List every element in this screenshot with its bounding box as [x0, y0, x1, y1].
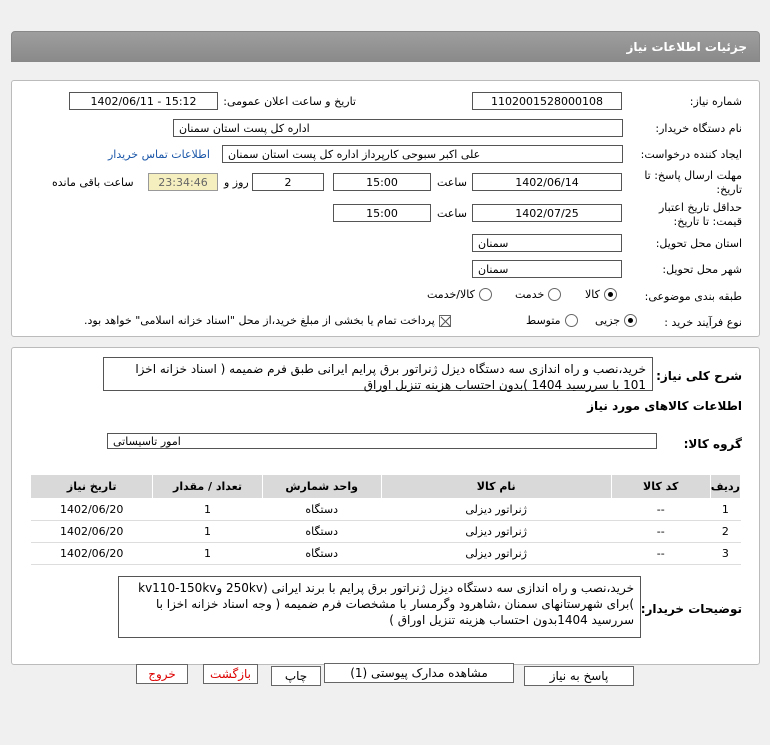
validity-time-label: ساعت — [437, 207, 467, 220]
radio-icon[interactable] — [565, 314, 578, 327]
page-header — [11, 31, 760, 62]
cell-unit: دستگاه — [262, 543, 381, 565]
process-option-medium[interactable] — [526, 314, 578, 327]
announce-field: 1402/06/11 - 15:12 — [69, 92, 218, 110]
deadline-label-line2: تاریخ: — [716, 183, 742, 196]
category-option-goods-label: کالا — [585, 288, 600, 301]
general-desc-field: خرید،نصب و راه اندازی سه دستگاه دیزل ژنراتور برق پرایم ایرانی طبق فرم ضمیمه ( اسناد خزانه اخزا 101 با سررسید 1404 )بدون احتساب هزینه تنزیل اوراق — [103, 357, 653, 391]
deadline-time-field: 15:00 — [333, 173, 431, 191]
process-option-minor-label: جزیی — [595, 314, 621, 327]
page-title: جزئیات اطلاعات نیاز — [626, 39, 747, 54]
cell-date: 1402/06/20 — [31, 499, 153, 521]
cell-row: 3 — [710, 543, 740, 565]
col-row: ردیف — [710, 475, 740, 499]
province-label: استان محل تحویل: — [655, 237, 742, 250]
radio-selected-icon[interactable] — [604, 288, 617, 301]
goods-table — [30, 474, 741, 565]
back-button[interactable]: بازگشت — [203, 664, 258, 684]
goods-group-field: امور تاسیساتی — [107, 433, 657, 449]
validity-time-field: 15:00 — [333, 204, 431, 222]
table-row — [31, 543, 741, 565]
process-option-medium-label: متوسط — [526, 314, 561, 327]
province-field: سمنان — [472, 234, 622, 252]
view-attachments-button[interactable]: مشاهده مدارک پیوستی (1) — [324, 663, 514, 683]
validity-label-line2: قیمت: تا تاریخ: — [673, 215, 742, 228]
validity-date-field: 1402/07/25 — [472, 204, 622, 222]
buyer-label: نام دستگاه خریدار: — [655, 122, 742, 135]
deadline-label-line1: مهلت ارسال پاسخ: تا — [644, 169, 742, 182]
category-option-both-label: کالا/خدمت — [427, 288, 475, 301]
reply-button[interactable]: پاسخ به نیاز — [524, 666, 634, 686]
table-row — [31, 499, 741, 521]
col-code: کد کالا — [611, 475, 710, 499]
cell-qty: 1 — [153, 499, 262, 521]
announce-label: تاریخ و ساعت اعلان عمومی: — [223, 95, 356, 108]
process-label: نوع فرآیند خرید : — [664, 316, 742, 329]
col-unit: واحد شمارش — [262, 475, 381, 499]
creator-label: ایجاد کننده درخواست: — [640, 148, 742, 161]
goods-info-title: اطلاعات کالاهای مورد نیاز — [587, 399, 742, 413]
general-desc-label: شرح کلی نیاز: — [656, 369, 742, 383]
city-label: شهر محل تحویل: — [662, 263, 742, 276]
col-date: تاریخ نیاز — [31, 475, 153, 499]
cell-code: -- — [611, 543, 710, 565]
need-number-label: شماره نیاز: — [689, 95, 742, 108]
buyer-notes-label: توضیحات خریدار: — [640, 602, 742, 616]
radio-selected-icon[interactable] — [624, 314, 637, 327]
deadline-date-field: 1402/06/14 — [472, 173, 622, 191]
cell-row: 1 — [710, 499, 740, 521]
cell-code: -- — [611, 499, 710, 521]
category-option-both[interactable] — [427, 288, 492, 301]
validity-label-line1: حداقل تاریخ اعتبار — [658, 201, 742, 214]
category-label: طبقه بندی موضوعی: — [644, 290, 742, 303]
buyer-notes-field: خرید،نصب و راه اندازی سه دستگاه دیزل ژنراتور برق پرایم با برند ایرانی (250kv وkv110-150kv )برای شهرستانهای سمنان ،شاهرود وگرمسار با مشخصات فرم ضمیمه ( وجه اسناد خزانه اخزا با سررسید 1404بدون احتساب هزینه تنزیل اوراق ) — [118, 576, 641, 638]
treasury-payment-checkbox[interactable] — [84, 314, 451, 327]
cell-qty: 1 — [153, 543, 262, 565]
checkbox-checked-icon[interactable] — [439, 315, 451, 327]
cell-row: 2 — [710, 521, 740, 543]
need-number-field: 1102001528000108 — [472, 92, 622, 110]
days-field: 2 — [252, 173, 324, 191]
category-option-service[interactable] — [515, 288, 561, 301]
print-button[interactable]: چاپ — [271, 666, 321, 686]
exit-button[interactable]: خروج — [136, 664, 188, 684]
cell-name: ژنراتور دیزلی — [381, 499, 611, 521]
cell-qty: 1 — [153, 521, 262, 543]
category-option-goods[interactable] — [585, 288, 617, 301]
city-field: سمنان — [472, 260, 622, 278]
cell-date: 1402/06/20 — [31, 521, 153, 543]
cell-date: 1402/06/20 — [31, 543, 153, 565]
buyer-field: اداره کل پست استان سمنان — [173, 119, 623, 137]
cell-code: -- — [611, 521, 710, 543]
cell-unit: دستگاه — [262, 499, 381, 521]
cell-unit: دستگاه — [262, 521, 381, 543]
col-qty: تعداد / مقدار — [153, 475, 262, 499]
remaining-timer: 23:34:46 — [148, 173, 218, 191]
table-row — [31, 521, 741, 543]
radio-icon[interactable] — [548, 288, 561, 301]
table-header-row — [31, 475, 741, 499]
category-option-service-label: خدمت — [515, 288, 545, 301]
process-option-minor[interactable] — [595, 314, 637, 327]
cell-name: ژنراتور دیزلی — [381, 521, 611, 543]
radio-icon[interactable] — [479, 288, 492, 301]
cell-name: ژنراتور دیزلی — [381, 543, 611, 565]
remaining-label: ساعت باقی مانده — [52, 176, 134, 189]
deadline-time-label: ساعت — [437, 176, 467, 189]
contact-buyer-link[interactable]: اطلاعات تماس خریدار — [108, 148, 210, 161]
days-label: روز و — [224, 176, 249, 189]
goods-group-label: گروه کالا: — [683, 437, 742, 451]
treasury-payment-note: پرداخت تمام یا بخشی از مبلغ خرید،از محل "اسناد خزانه اسلامی" خواهد بود. — [84, 314, 435, 327]
creator-field: علی اکبر سبوحی کارپرداز اداره کل پست استان سمنان — [222, 145, 623, 163]
col-name: نام کالا — [381, 475, 611, 499]
